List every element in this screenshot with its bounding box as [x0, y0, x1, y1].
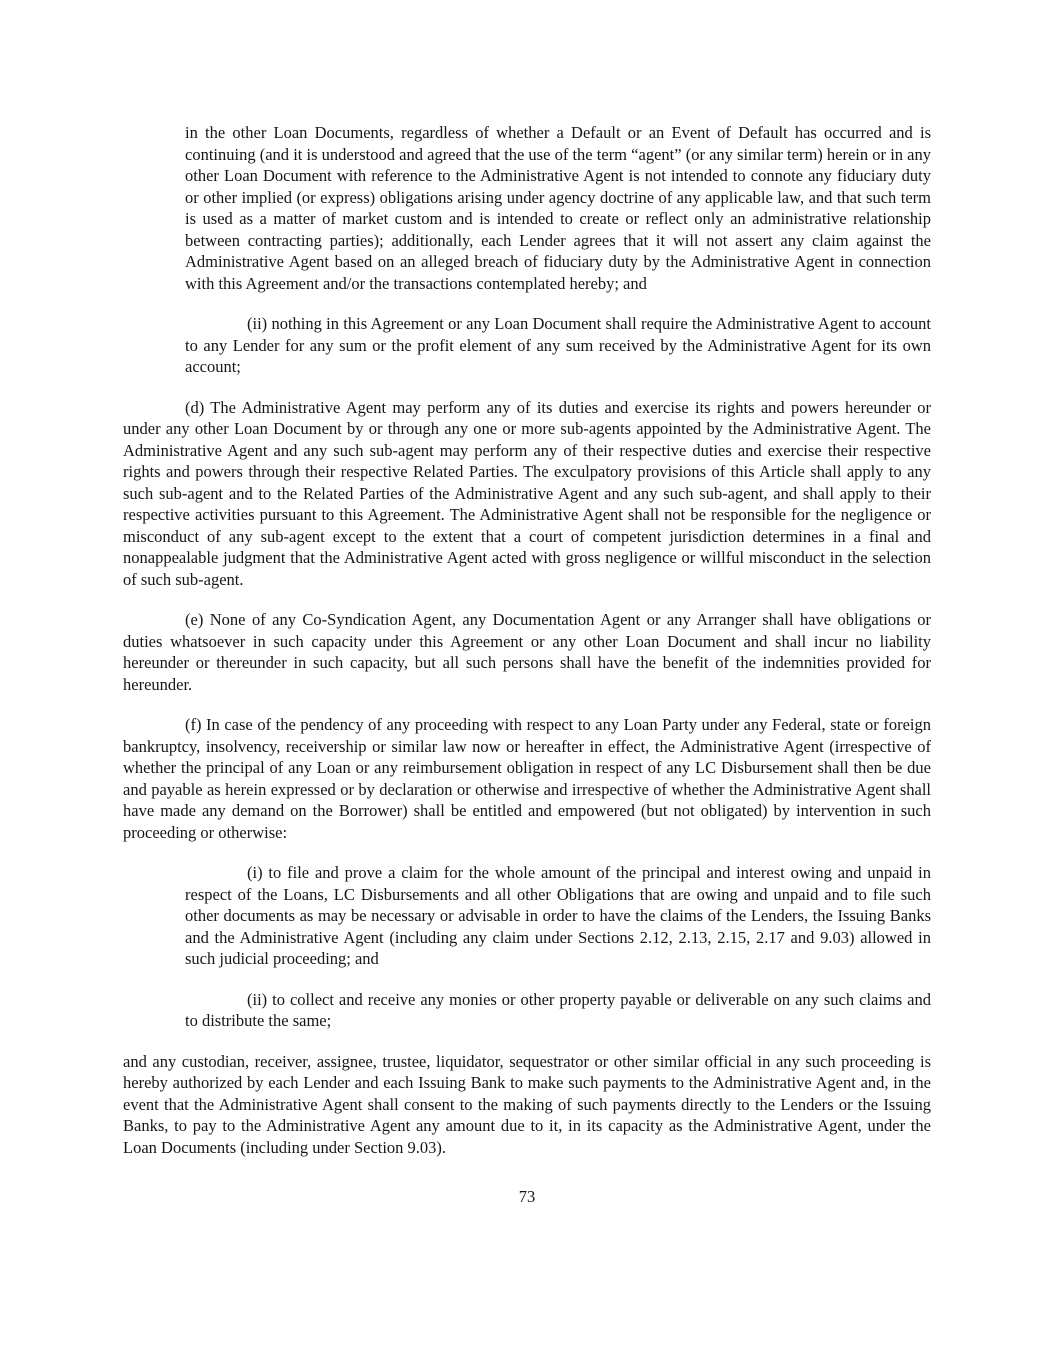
paragraph-continuation: in the other Loan Documents, regardless of whether a Default or an Event of Default has occurred and is continuing (and it is understood and agreed that the use of the term “agent” (or any similar term) herein or in any other Loan Document with reference to the Administrative Agent is not intended to connote any fiduciary duty or other implied (or express) obligations arising under agency doctrine of any applicable law, and that such term is used as a matter of market custom and is intended to create or reflect only an administrative relationship between contracting parties); additionally, each Lender agrees that it will not assert any claim against the Administrative Agent based on an alleged breach of fiduciary duty by the Administrative Agent in connection with this Agreement and/or the transactions contemplated hereby; and: [185, 123, 931, 293]
paragraph-custodian: and any custodian, receiver, assignee, trustee, liquidator, sequestrator or other similar official in any such proceeding is hereby authorized by each Lender and each Issuing Bank to make such payments to the Administrative Agent and, in the event that the Administrative Agent shall consent to the making of such payments directly to the Lenders or the Issuing Banks, to pay to the Administrative Agent any amount due to it, in its capacity as the Administrative Agent, under the Loan Documents (including under Section 9.03).: [123, 1051, 931, 1157]
paragraph-e: (e) None of any Co-Syndication Agent, any Documentation Agent or any Arranger shall have obligations or duties whatsoever in such capacity under this Agreement or any other Loan Document and shall incur no liability hereunder or thereunder in such capacity, but all such persons shall have the benefit of the indemnities provided for hereunder.: [123, 610, 931, 694]
clause-i-file: (i) to file and prove a claim for the whole amount of the principal and interest owing and unpaid in respect of the Loans, LC Disbursements and all other Obligations that are owing and unpaid and to file such other documents as may be necessary or advisable in order to have the claims of the Lenders, the Issuing Banks and the Administrative Agent (including any claim under Sections 2.12, 2.13, 2.15, 2.17 and 9.03) allowed in such judicial proceeding; and: [185, 863, 931, 968]
paragraph-f: (f) In case of the pendency of any proceeding with respect to any Loan Party under any Federal, state or foreign bankruptcy, insolvency, receivership or similar law now or hereafter in effect, the Administrative Agent (irrespective of whether the principal of any Loan or any reimbursement obligation in respect of any LC Disbursement shall then be due and payable as herein expressed or by declaration or otherwise and irrespective of whether the Administrative Agent shall have made any demand on the Borrower) shall be entitled and empowered (but not obligated) by intervention in such proceeding or otherwise:: [123, 715, 931, 842]
clause-ii-nothing: (ii) nothing in this Agreement or any Loan Document shall require the Administrative Agent to account to any Lender for any sum or the profit element of any sum received by the Administrative Agent for its own account;: [185, 314, 931, 376]
paragraph-d: (d) The Administrative Agent may perform any of its duties and exercise its rights and powers hereunder or under any other Loan Document by or through any one or more sub-agents appointed by the Administrative Agent. The Administrative Agent and any such sub-agent may perform any of their respective duties and exercise their respective rights and powers through their respective Related Parties. The exculpatory provisions of this Article shall apply to any such sub-agent and to the Related Parties of the Administrative Agent and any such sub-agent, and shall apply to their respective activities pursuant to this Agreement. The Administrative Agent shall not be responsible for the negligence or misconduct of any sub-agent except to the extent that a court of competent jurisdiction determines in a final and nonappealable judgment that the Administrative Agent acted with gross negligence or willful misconduct in the selection of such sub-agent.: [123, 397, 931, 589]
page-number: 73: [518, 1187, 536, 1206]
clause-ii-collect: (ii) to collect and receive any monies or other property payable or deliverable on any such claims and to distribute the same;: [185, 989, 931, 1030]
document-body: [123, 122, 931, 1208]
